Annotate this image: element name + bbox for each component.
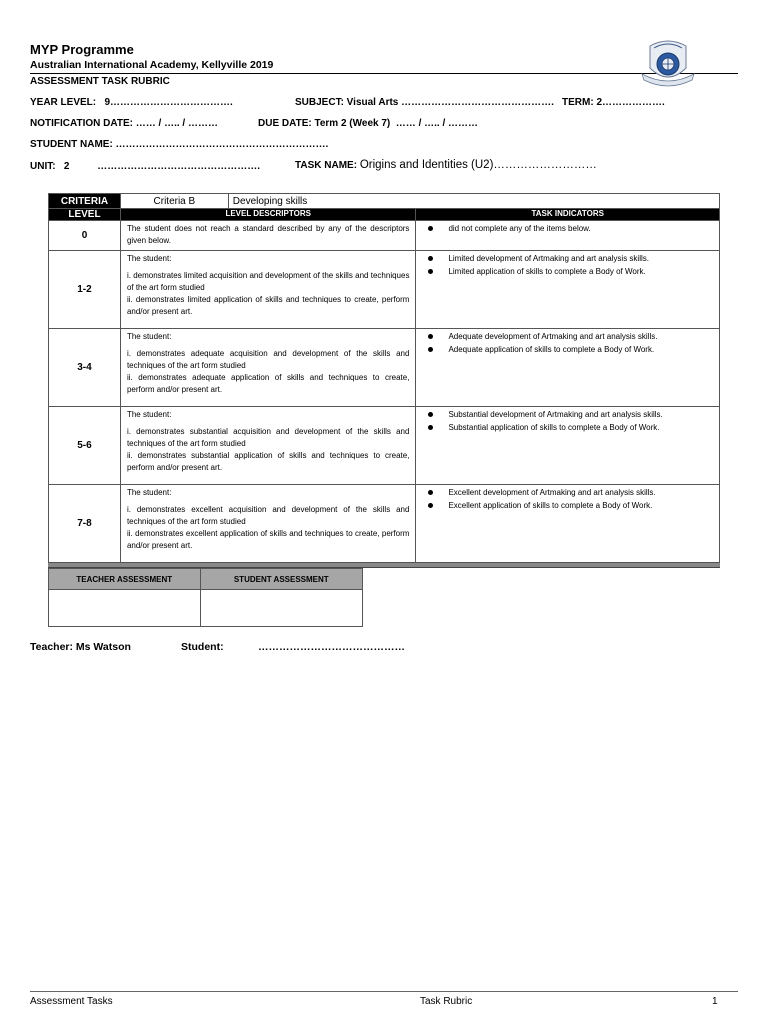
level-value: 5-6 bbox=[49, 407, 121, 485]
bullet-icon bbox=[428, 412, 433, 417]
level-value: 0 bbox=[49, 221, 121, 251]
descriptor-ii: ii. demonstrates adequate application of skills and techniques to create, perform and/or present art. bbox=[126, 373, 410, 395]
subject-field: SUBJECT: Visual Arts ………………………………………. bbox=[295, 97, 554, 108]
rubric-row bbox=[49, 329, 720, 407]
descriptor-intro: The student: bbox=[126, 332, 172, 342]
task-name-label: TASK NAME: bbox=[295, 160, 360, 171]
student-label: Student: bbox=[181, 641, 224, 653]
student-assessment-header: STUDENT ASSESSMENT bbox=[200, 569, 362, 590]
bullet-icon bbox=[428, 490, 433, 495]
task-indicators bbox=[416, 485, 720, 563]
indicator-item bbox=[422, 223, 713, 236]
descriptor-intro: The student: bbox=[126, 410, 172, 420]
header-divider bbox=[30, 73, 738, 74]
student-name-field: STUDENT NAME: ………………………………………………………. bbox=[30, 139, 329, 150]
indicator-item bbox=[422, 500, 713, 513]
criteria-code: Criteria B bbox=[120, 194, 228, 209]
rubric-heading: ASSESSMENT TASK RUBRIC bbox=[30, 76, 170, 87]
level-descriptor bbox=[120, 485, 416, 563]
programme-title: MYP Programme bbox=[30, 42, 134, 57]
descriptor-intro: The student: bbox=[126, 488, 172, 498]
task-name-value: Origins and Identities (U2)……………………… bbox=[359, 159, 597, 171]
bullet-icon bbox=[428, 269, 433, 274]
descriptor-ii: ii. demonstrates substantial application of skills and techniques to create, perform and/or present art. bbox=[126, 451, 410, 473]
page-number: 1 bbox=[712, 996, 718, 1007]
level-value: 7-8 bbox=[49, 485, 121, 563]
indicator-item bbox=[422, 487, 713, 500]
rubric-row bbox=[49, 251, 720, 329]
notification-date-field: NOTIFICATION DATE: …… / ….. / ……… bbox=[30, 118, 218, 129]
level-label: LEVEL bbox=[49, 209, 121, 221]
indicator-text: Excellent application of skills to complete a Body of Work. bbox=[448, 500, 653, 510]
rubric-table bbox=[48, 193, 720, 563]
bullet-icon bbox=[428, 347, 433, 352]
descriptor-i: i. demonstrates limited acquisition and development of the skills and techniques of the art form studied bbox=[126, 270, 410, 292]
indicator-item bbox=[422, 344, 713, 357]
footer-left: Assessment Tasks bbox=[30, 996, 113, 1007]
teacher-label: Teacher: Ms Watson bbox=[30, 641, 131, 653]
school-name: Australian International Academy, Kellyville 2019 bbox=[30, 59, 274, 71]
indicator-text: Limited application of skills to complete a Body of Work. bbox=[448, 266, 646, 276]
bullet-icon bbox=[428, 503, 433, 508]
indicator-item bbox=[422, 266, 713, 279]
level-value: 1-2 bbox=[49, 251, 121, 329]
indicator-item bbox=[422, 409, 713, 422]
level-descriptor bbox=[120, 221, 416, 251]
indicator-item bbox=[422, 331, 713, 344]
bullet-icon bbox=[428, 256, 433, 261]
term-field: TERM: 2………………. bbox=[562, 97, 665, 108]
bullet-icon bbox=[428, 334, 433, 339]
level-value: 3-4 bbox=[49, 329, 121, 407]
year-level-field: YEAR LEVEL: 9………………………………. bbox=[30, 97, 233, 108]
task-indicators bbox=[416, 221, 720, 251]
indicator-text: Adequate application of skills to complete a Body of Work. bbox=[448, 344, 655, 354]
level-descriptor bbox=[120, 251, 416, 329]
due-date-field: DUE DATE: Term 2 (Week 7) …… / ….. / ……… bbox=[258, 118, 479, 129]
bullet-icon bbox=[428, 226, 433, 231]
descriptor-text: The student does not reach a standard described by any of the descriptors given below. bbox=[126, 224, 410, 246]
bullet-icon bbox=[428, 425, 433, 430]
indicator-text: did not complete any of the items below. bbox=[448, 224, 591, 233]
school-crest-icon bbox=[640, 38, 696, 90]
rubric-row bbox=[49, 407, 720, 485]
indicator-item bbox=[422, 422, 713, 435]
indicator-item bbox=[422, 253, 713, 266]
student-assessment-box[interactable] bbox=[200, 590, 362, 627]
indicator-text: Substantial application of skills to complete a Body of Work. bbox=[448, 422, 660, 432]
level-descriptor bbox=[120, 329, 416, 407]
assessment-table bbox=[48, 568, 363, 627]
indicator-text: Limited development of Artmaking and art analysis skills. bbox=[448, 254, 649, 264]
descriptor-i: i. demonstrates substantial acquisition and development of the skills and techniques of the art form studied bbox=[126, 426, 410, 448]
descriptor-intro: The student: bbox=[126, 254, 172, 264]
indicator-text: Substantial development of Artmaking and art analysis skills. bbox=[448, 410, 663, 420]
indicator-text: Adequate development of Artmaking and art analysis skills. bbox=[448, 332, 658, 342]
rubric-row bbox=[49, 221, 720, 251]
criteria-label: CRITERIA bbox=[49, 194, 121, 209]
teacher-assessment-header: TEACHER ASSESSMENT bbox=[49, 569, 201, 590]
level-descriptors-header: LEVEL DESCRIPTORS bbox=[120, 209, 416, 221]
rubric-row bbox=[49, 485, 720, 563]
descriptor-ii: ii. demonstrates limited application of skills and techniques to create, perform and/or present art. bbox=[126, 295, 410, 317]
task-indicators bbox=[416, 407, 720, 485]
descriptor-i: i. demonstrates excellent acquisition and development of the skills and techniques of the art form studied bbox=[126, 504, 410, 526]
student-signature-line[interactable]: …………………………………… bbox=[258, 641, 405, 653]
criteria-name: Developing skills bbox=[228, 194, 719, 209]
task-indicators bbox=[416, 329, 720, 407]
footer-middle: Task Rubric bbox=[420, 996, 473, 1007]
teacher-assessment-box[interactable] bbox=[49, 590, 201, 627]
indicator-text: Excellent development of Artmaking and art analysis skills. bbox=[448, 488, 656, 498]
footer-divider bbox=[30, 991, 738, 992]
unit-field: UNIT: 2 …………………………………………. bbox=[30, 161, 261, 172]
descriptor-ii: ii. demonstrates excellent application of skills and techniques to create, perform and/or present art. bbox=[126, 529, 410, 551]
task-indicators-header: TASK INDICATORS bbox=[416, 209, 720, 221]
task-name-field bbox=[295, 159, 597, 171]
task-indicators bbox=[416, 251, 720, 329]
level-descriptor bbox=[120, 407, 416, 485]
descriptor-i: i. demonstrates adequate acquisition and development of the skills and techniques of the art form studied bbox=[126, 348, 410, 370]
